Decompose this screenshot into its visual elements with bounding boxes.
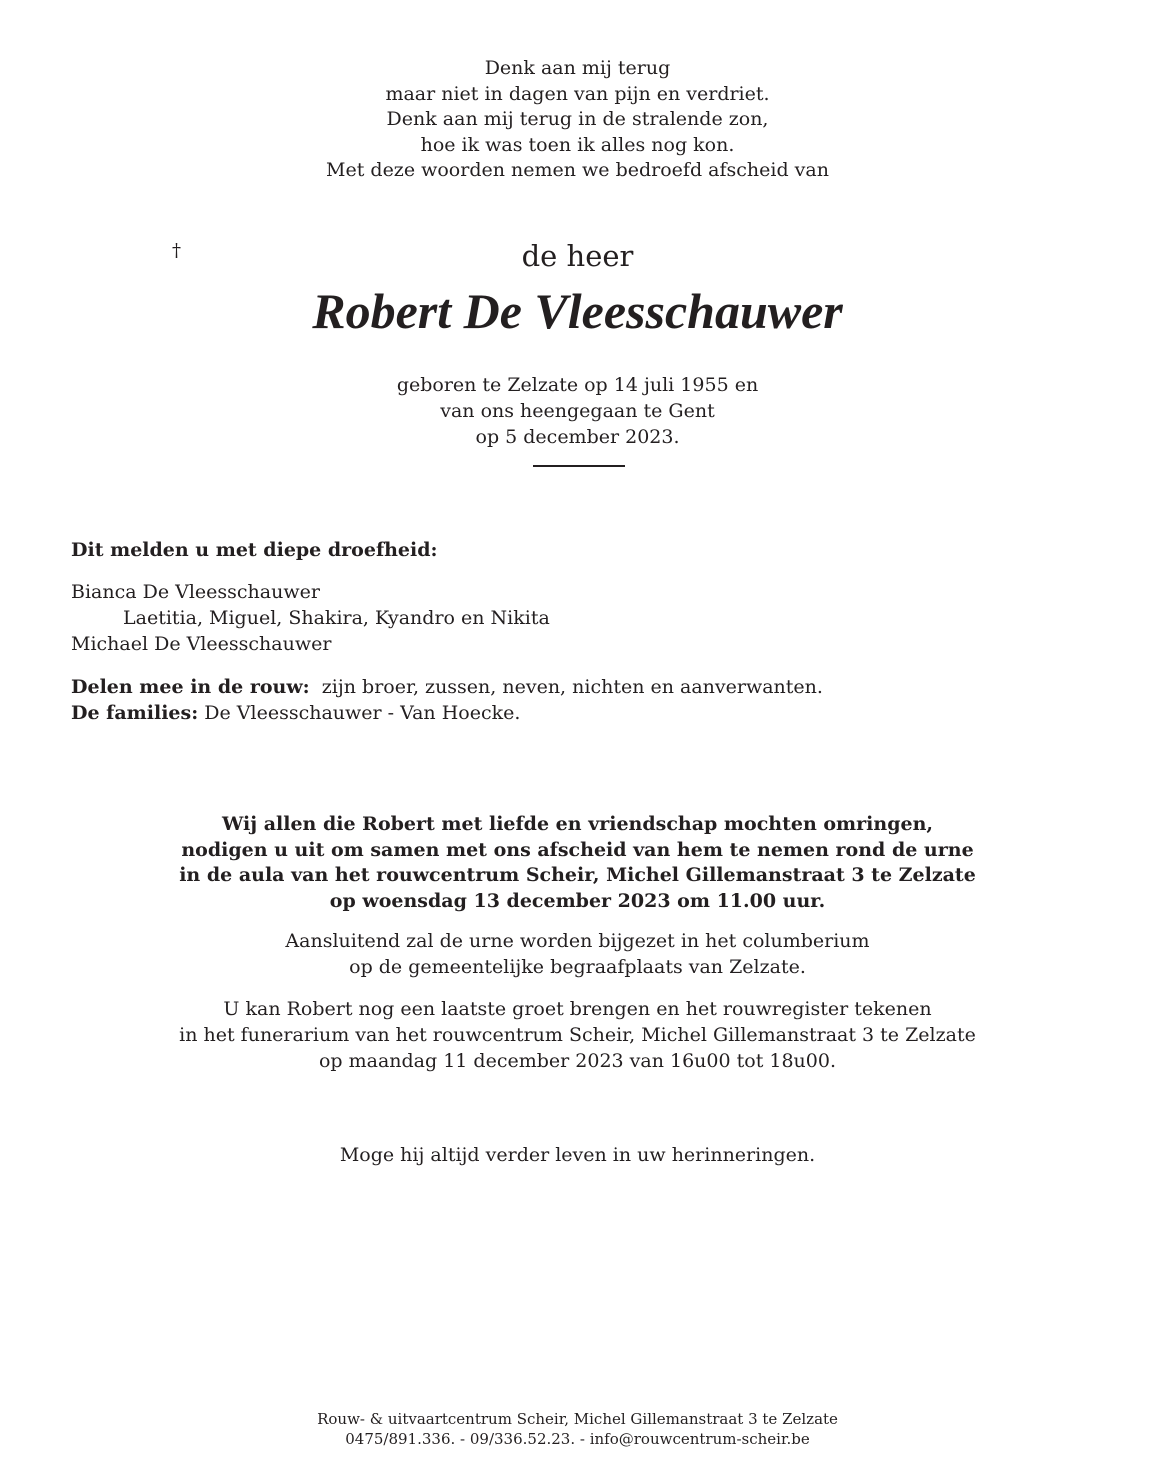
shares-line xyxy=(71,674,823,700)
poem xyxy=(0,56,1155,184)
ceremony-line: op woensdag 13 december 2023 om 11.00 uur. xyxy=(329,889,826,912)
interment-line: Aansluitend zal de urne worden bijgezet in het columberium xyxy=(285,930,870,952)
closing-line: Moge hij altijd verder leven in uw herinneringen. xyxy=(339,1144,816,1166)
shares-in-grief xyxy=(71,674,823,726)
poem-line: hoe ik was toen ik alles nog kon. xyxy=(420,133,735,156)
interment-info xyxy=(0,928,1155,980)
ceremony-line: in de aula van het rouwcentrum Scheir, Michel Gillemanstraat 3 te Zelzate xyxy=(179,864,976,886)
birth-line: geboren te Zelzate op 14 juli 1955 en xyxy=(396,374,759,396)
families-text: De Vleesschauwer - Van Hoecke. xyxy=(204,702,521,724)
mourners-list xyxy=(71,579,550,657)
families-label: De families: xyxy=(71,702,199,724)
visitation-info xyxy=(0,996,1155,1074)
salutation: de heer xyxy=(521,239,634,273)
visit-line: op maandag 11 december 2023 van 16u00 tot 18u00. xyxy=(318,1050,837,1072)
footer-contact: 0475/891.336. - 09/336.52.23. - info@rouwcentrum-scheir.be xyxy=(345,1430,810,1448)
mourner-entry: Laetitia, Miguel, Shakira, Kyandro en Nikita xyxy=(123,607,550,629)
birth-death-details xyxy=(0,372,1155,450)
poem-line: Denk aan mij terug in de stralende zon, xyxy=(386,108,769,130)
ceremony-line: nodigen u uit om samen met ons afscheid van hem te nemen rond de urne xyxy=(181,838,974,861)
shares-text: zijn broer, zussen, neven, nichten en aanverwanten. xyxy=(321,676,823,698)
deceased-name: Robert De Vleesschauwer xyxy=(312,283,843,339)
visit-line: U kan Robert nog een laatste groet brengen en het rouwregister tekenen xyxy=(223,998,932,1020)
mourner-entry: Michael De Vleesschauwer xyxy=(71,633,332,655)
mourner-entry: Bianca De Vleesschauwer xyxy=(71,581,320,603)
shares-label: Delen mee in de rouw: xyxy=(71,676,310,698)
poem-line: maar niet in dagen van pijn en verdriet. xyxy=(385,82,770,105)
visit-line: in het funerarium van het rouwcentrum Scheir, Michel Gillemanstraat 3 te Zelzate xyxy=(179,1024,976,1046)
ceremony-line: Wij allen die Robert met liefde en vriendschap mochten omringen, xyxy=(221,813,934,835)
birth-line: op 5 december 2023. xyxy=(475,426,680,448)
birth-line: van ons heengegaan te Gent xyxy=(440,400,715,422)
ceremony-invitation xyxy=(0,812,1155,914)
families-line xyxy=(71,700,823,726)
poem-line: Met deze woorden nemen we bedroefd afscheid van xyxy=(326,159,829,181)
interment-line: op de gemeentelijke begraafplaats van Zelzate. xyxy=(349,956,806,978)
poem-line: Denk aan mij terug xyxy=(484,57,671,79)
funeral-home-footer xyxy=(0,1409,1155,1449)
mourners-heading: Dit melden u met diepe droefheid: xyxy=(71,539,438,561)
divider-line xyxy=(533,465,625,467)
footer-address: Rouw- & uitvaartcentrum Scheir, Michel Gillemanstraat 3 te Zelzate xyxy=(317,1410,838,1428)
cross-icon: † xyxy=(172,240,181,261)
